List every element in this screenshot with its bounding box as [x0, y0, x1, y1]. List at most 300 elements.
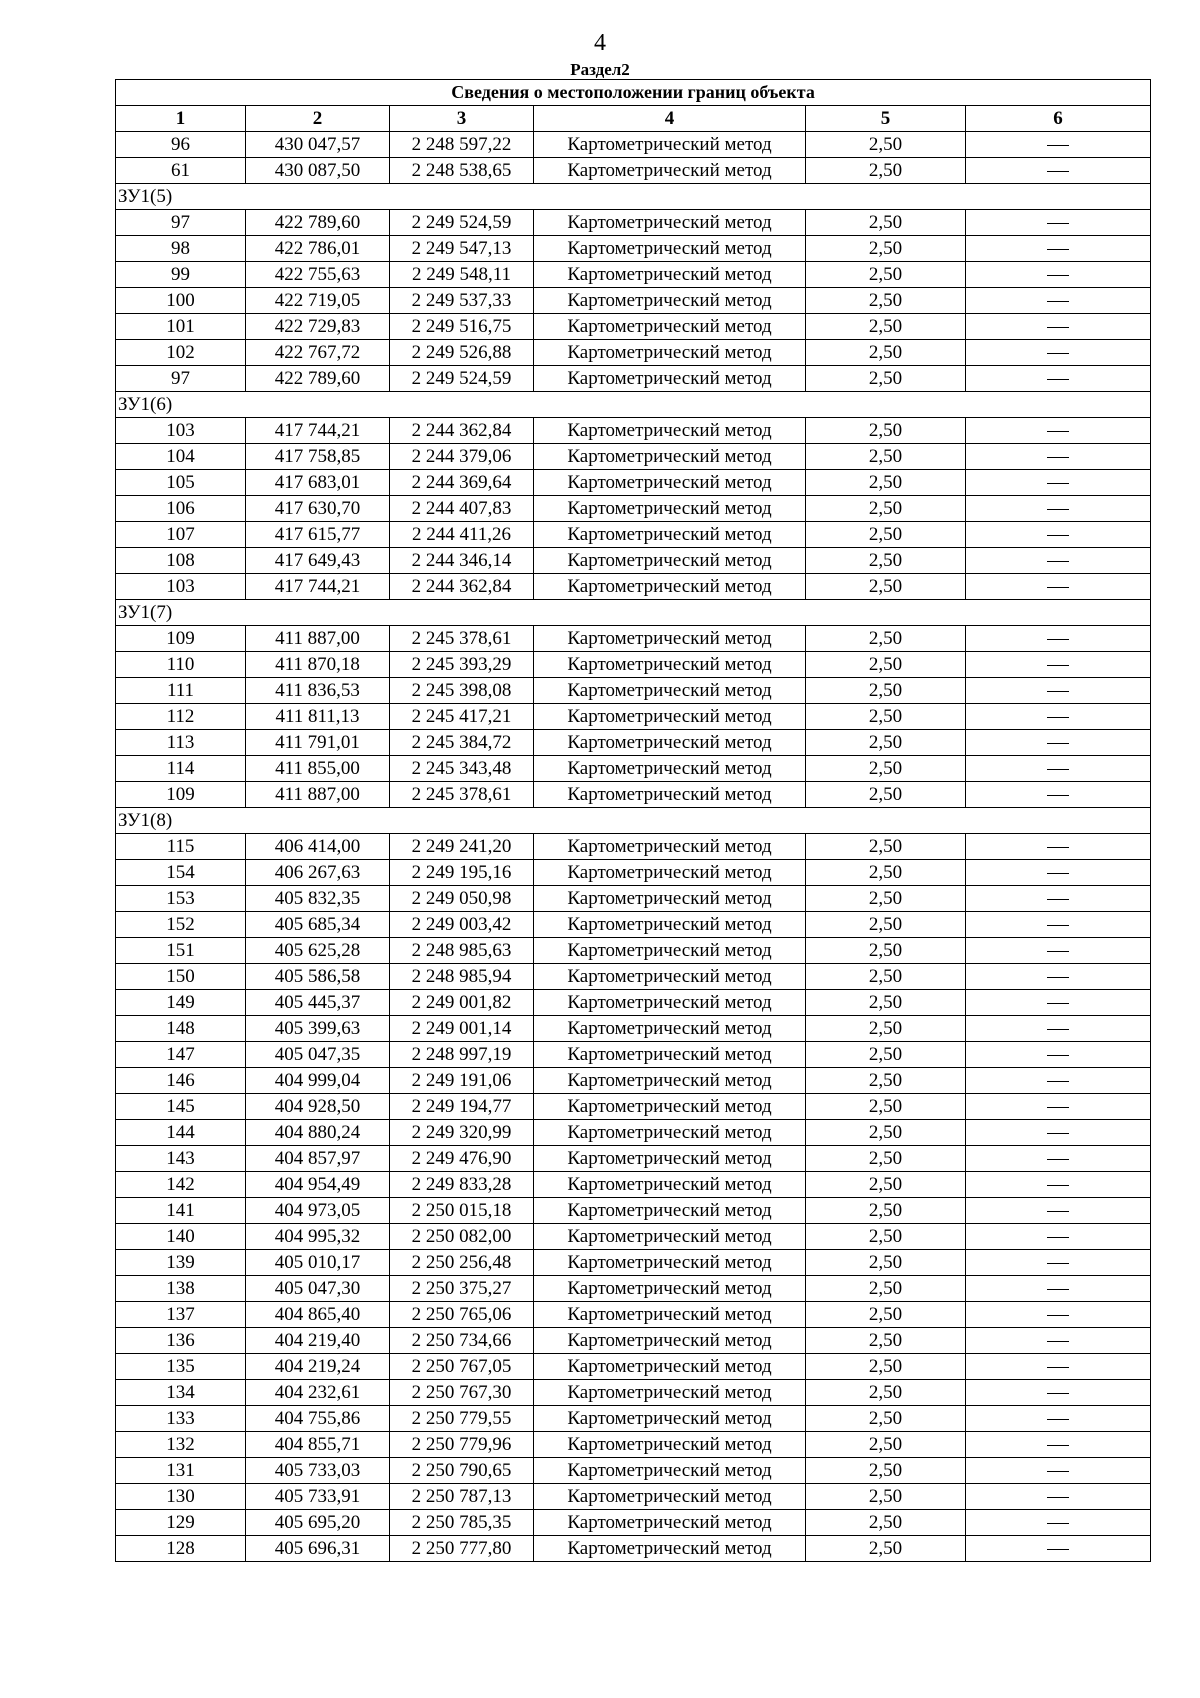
point-number-cell: 135 [116, 1354, 246, 1380]
method-cell: Картометрический метод [534, 964, 806, 990]
point-number-cell: 144 [116, 1120, 246, 1146]
point-number-cell: 104 [116, 444, 246, 470]
dash-mark [1047, 1497, 1069, 1498]
dash-mark [1047, 1367, 1069, 1368]
x-coordinate-cell: 422 789,60 [246, 366, 390, 392]
table-row [116, 444, 1151, 470]
x-coordinate-cell: 405 586,58 [246, 964, 390, 990]
accuracy-cell: 2,50 [806, 626, 966, 652]
x-coordinate-cell: 404 995,32 [246, 1224, 390, 1250]
dash-mark [1047, 561, 1069, 562]
x-coordinate-cell: 405 733,03 [246, 1458, 390, 1484]
accuracy-cell: 2,50 [806, 1484, 966, 1510]
point-number-cell: 129 [116, 1510, 246, 1536]
description-cell [966, 1354, 1151, 1380]
accuracy-cell: 2,50 [806, 834, 966, 860]
point-number-cell: 61 [116, 158, 246, 184]
accuracy-cell: 2,50 [806, 1406, 966, 1432]
dash-mark [1047, 1107, 1069, 1108]
table-row [116, 756, 1151, 782]
dash-mark [1047, 1133, 1069, 1134]
point-number-cell: 148 [116, 1016, 246, 1042]
accuracy-cell: 2,50 [806, 678, 966, 704]
y-coordinate-cell: 2 249 195,16 [390, 860, 534, 886]
accuracy-cell: 2,50 [806, 1380, 966, 1406]
description-cell [966, 314, 1151, 340]
column-header-3: 3 [390, 106, 534, 132]
x-coordinate-cell: 417 630,70 [246, 496, 390, 522]
point-number-cell: 105 [116, 470, 246, 496]
accuracy-cell: 2,50 [806, 236, 966, 262]
method-cell: Картометрический метод [534, 1510, 806, 1536]
table-row [116, 782, 1151, 808]
table-row [116, 1536, 1151, 1562]
accuracy-cell: 2,50 [806, 1042, 966, 1068]
x-coordinate-cell: 404 954,49 [246, 1172, 390, 1198]
x-coordinate-cell: 404 857,97 [246, 1146, 390, 1172]
dash-mark [1047, 1315, 1069, 1316]
dash-mark [1047, 743, 1069, 744]
x-coordinate-cell: 405 696,31 [246, 1536, 390, 1562]
x-coordinate-cell: 422 789,60 [246, 210, 390, 236]
table-row [116, 990, 1151, 1016]
x-coordinate-cell: 417 683,01 [246, 470, 390, 496]
y-coordinate-cell: 2 250 785,35 [390, 1510, 534, 1536]
y-coordinate-cell: 2 249 003,42 [390, 912, 534, 938]
point-number-cell: 136 [116, 1328, 246, 1354]
point-number-cell: 101 [116, 314, 246, 340]
group-label: ЗУ1(6) [116, 392, 1151, 418]
point-number-cell: 97 [116, 210, 246, 236]
table-caption: Сведения о местоположении границ объекта [116, 80, 1151, 106]
point-number-cell: 112 [116, 704, 246, 730]
table-row [116, 964, 1151, 990]
method-cell: Картометрический метод [534, 1250, 806, 1276]
method-cell: Картометрический метод [534, 132, 806, 158]
description-cell [966, 886, 1151, 912]
y-coordinate-cell: 2 250 082,00 [390, 1224, 534, 1250]
method-cell: Картометрический метод [534, 1484, 806, 1510]
point-number-cell: 143 [116, 1146, 246, 1172]
method-cell: Картометрический метод [534, 418, 806, 444]
accuracy-cell: 2,50 [806, 522, 966, 548]
method-cell: Картометрический метод [534, 1536, 806, 1562]
description-cell [966, 548, 1151, 574]
dash-mark [1047, 639, 1069, 640]
description-cell [966, 262, 1151, 288]
description-cell [966, 1120, 1151, 1146]
method-cell: Картометрический метод [534, 1302, 806, 1328]
dash-mark [1047, 1289, 1069, 1290]
group-label: ЗУ1(5) [116, 184, 1151, 210]
method-cell: Картометрический метод [534, 574, 806, 600]
description-cell [966, 1432, 1151, 1458]
y-coordinate-cell: 2 245 417,21 [390, 704, 534, 730]
x-coordinate-cell: 405 047,35 [246, 1042, 390, 1068]
table-row [116, 158, 1151, 184]
point-number-cell: 131 [116, 1458, 246, 1484]
table-row [116, 1172, 1151, 1198]
method-cell: Картометрический метод [534, 444, 806, 470]
y-coordinate-cell: 2 245 378,61 [390, 626, 534, 652]
dash-mark [1047, 1081, 1069, 1082]
dash-mark [1047, 925, 1069, 926]
x-coordinate-cell: 404 880,24 [246, 1120, 390, 1146]
point-number-cell: 107 [116, 522, 246, 548]
y-coordinate-cell: 2 250 015,18 [390, 1198, 534, 1224]
y-coordinate-cell: 2 248 997,19 [390, 1042, 534, 1068]
method-cell: Картометрический метод [534, 1016, 806, 1042]
y-coordinate-cell: 2 248 538,65 [390, 158, 534, 184]
table-row [116, 912, 1151, 938]
table-row [116, 834, 1151, 860]
description-cell [966, 626, 1151, 652]
method-cell: Картометрический метод [534, 262, 806, 288]
dash-mark [1047, 457, 1069, 458]
accuracy-cell: 2,50 [806, 444, 966, 470]
method-cell: Картометрический метод [534, 938, 806, 964]
accuracy-cell: 2,50 [806, 782, 966, 808]
description-cell [966, 782, 1151, 808]
y-coordinate-cell: 2 250 767,30 [390, 1380, 534, 1406]
accuracy-cell: 2,50 [806, 418, 966, 444]
x-coordinate-cell: 405 399,63 [246, 1016, 390, 1042]
dash-mark [1047, 1471, 1069, 1472]
x-coordinate-cell: 406 267,63 [246, 860, 390, 886]
x-coordinate-cell: 411 870,18 [246, 652, 390, 678]
y-coordinate-cell: 2 249 524,59 [390, 210, 534, 236]
point-number-cell: 108 [116, 548, 246, 574]
y-coordinate-cell: 2 249 194,77 [390, 1094, 534, 1120]
group-label: ЗУ1(7) [116, 600, 1151, 626]
method-cell: Картометрический метод [534, 886, 806, 912]
dash-mark [1047, 223, 1069, 224]
y-coordinate-cell: 2 244 362,84 [390, 574, 534, 600]
method-cell: Картометрический метод [534, 626, 806, 652]
y-coordinate-cell: 2 244 379,06 [390, 444, 534, 470]
point-number-cell: 138 [116, 1276, 246, 1302]
y-coordinate-cell: 2 249 526,88 [390, 340, 534, 366]
point-number-cell: 134 [116, 1380, 246, 1406]
method-cell: Картометрический метод [534, 834, 806, 860]
column-header-5: 5 [806, 106, 966, 132]
table-row [116, 1224, 1151, 1250]
y-coordinate-cell: 2 249 191,06 [390, 1068, 534, 1094]
table-row [116, 574, 1151, 600]
table-row [116, 704, 1151, 730]
point-number-cell: 103 [116, 574, 246, 600]
dash-mark [1047, 145, 1069, 146]
point-number-cell: 140 [116, 1224, 246, 1250]
method-cell: Картометрический метод [534, 1146, 806, 1172]
table-caption-row [116, 80, 1151, 106]
y-coordinate-cell: 2 249 320,99 [390, 1120, 534, 1146]
method-cell: Картометрический метод [534, 1198, 806, 1224]
x-coordinate-cell: 406 414,00 [246, 834, 390, 860]
group-row [116, 600, 1151, 626]
point-number-cell: 97 [116, 366, 246, 392]
accuracy-cell: 2,50 [806, 1328, 966, 1354]
dash-mark [1047, 1341, 1069, 1342]
y-coordinate-cell: 2 250 777,80 [390, 1536, 534, 1562]
description-cell [966, 574, 1151, 600]
group-row [116, 808, 1151, 834]
dash-mark [1047, 717, 1069, 718]
method-cell: Картометрический метод [534, 522, 806, 548]
accuracy-cell: 2,50 [806, 1016, 966, 1042]
method-cell: Картометрический метод [534, 366, 806, 392]
dash-mark [1047, 1185, 1069, 1186]
dash-mark [1047, 769, 1069, 770]
method-cell: Картометрический метод [534, 496, 806, 522]
y-coordinate-cell: 2 249 547,13 [390, 236, 534, 262]
description-cell [966, 652, 1151, 678]
x-coordinate-cell: 422 719,05 [246, 288, 390, 314]
dash-mark [1047, 535, 1069, 536]
table-row [116, 1432, 1151, 1458]
x-coordinate-cell: 417 615,77 [246, 522, 390, 548]
point-number-cell: 142 [116, 1172, 246, 1198]
table-row [116, 1250, 1151, 1276]
method-cell: Картометрический метод [534, 704, 806, 730]
method-cell: Картометрический метод [534, 860, 806, 886]
accuracy-cell: 2,50 [806, 1146, 966, 1172]
description-cell [966, 496, 1151, 522]
dash-mark [1047, 1393, 1069, 1394]
description-cell [966, 1484, 1151, 1510]
y-coordinate-cell: 2 244 369,64 [390, 470, 534, 496]
table-row [116, 1068, 1151, 1094]
description-cell [966, 1510, 1151, 1536]
dash-mark [1047, 951, 1069, 952]
method-cell: Картометрический метод [534, 782, 806, 808]
method-cell: Картометрический метод [534, 756, 806, 782]
x-coordinate-cell: 404 865,40 [246, 1302, 390, 1328]
description-cell [966, 964, 1151, 990]
dash-mark [1047, 431, 1069, 432]
dash-mark [1047, 249, 1069, 250]
dash-mark [1047, 509, 1069, 510]
accuracy-cell: 2,50 [806, 496, 966, 522]
method-cell: Картометрический метод [534, 1354, 806, 1380]
dash-mark [1047, 1029, 1069, 1030]
table-row [116, 730, 1151, 756]
dash-mark [1047, 847, 1069, 848]
accuracy-cell: 2,50 [806, 1094, 966, 1120]
point-number-cell: 128 [116, 1536, 246, 1562]
accuracy-cell: 2,50 [806, 964, 966, 990]
y-coordinate-cell: 2 250 256,48 [390, 1250, 534, 1276]
x-coordinate-cell: 405 832,35 [246, 886, 390, 912]
y-coordinate-cell: 2 244 407,83 [390, 496, 534, 522]
accuracy-cell: 2,50 [806, 288, 966, 314]
x-coordinate-cell: 417 744,21 [246, 574, 390, 600]
method-cell: Картометрический метод [534, 730, 806, 756]
dash-mark [1047, 1159, 1069, 1160]
accuracy-cell: 2,50 [806, 548, 966, 574]
table-row [116, 1458, 1151, 1484]
dash-mark [1047, 1419, 1069, 1420]
dash-mark [1047, 1237, 1069, 1238]
table-row [116, 1094, 1151, 1120]
description-cell [966, 860, 1151, 886]
x-coordinate-cell: 411 811,13 [246, 704, 390, 730]
x-coordinate-cell: 422 767,72 [246, 340, 390, 366]
table-row [116, 262, 1151, 288]
point-number-cell: 100 [116, 288, 246, 314]
point-number-cell: 115 [116, 834, 246, 860]
accuracy-cell: 2,50 [806, 1302, 966, 1328]
table-row [116, 366, 1151, 392]
point-number-cell: 111 [116, 678, 246, 704]
point-number-cell: 146 [116, 1068, 246, 1094]
point-number-cell: 145 [116, 1094, 246, 1120]
method-cell: Картометрический метод [534, 1380, 806, 1406]
description-cell [966, 1250, 1151, 1276]
dash-mark [1047, 275, 1069, 276]
description-cell [966, 158, 1151, 184]
accuracy-cell: 2,50 [806, 158, 966, 184]
column-header-6: 6 [966, 106, 1151, 132]
point-number-cell: 110 [116, 652, 246, 678]
y-coordinate-cell: 2 250 779,55 [390, 1406, 534, 1432]
accuracy-cell: 2,50 [806, 860, 966, 886]
dash-mark [1047, 301, 1069, 302]
table-row [116, 1510, 1151, 1536]
y-coordinate-cell: 2 249 241,20 [390, 834, 534, 860]
x-coordinate-cell: 404 232,61 [246, 1380, 390, 1406]
description-cell [966, 1198, 1151, 1224]
group-row [116, 184, 1151, 210]
section-title: Раздел2 [570, 60, 630, 79]
table-row [116, 470, 1151, 496]
y-coordinate-cell: 2 244 411,26 [390, 522, 534, 548]
description-cell [966, 340, 1151, 366]
method-cell: Картометрический метод [534, 652, 806, 678]
x-coordinate-cell: 422 729,83 [246, 314, 390, 340]
y-coordinate-cell: 2 250 375,27 [390, 1276, 534, 1302]
accuracy-cell: 2,50 [806, 132, 966, 158]
method-cell: Картометрический метод [534, 912, 806, 938]
description-cell [966, 1016, 1151, 1042]
table-row [116, 678, 1151, 704]
description-cell [966, 444, 1151, 470]
table-row [116, 1198, 1151, 1224]
point-number-cell: 96 [116, 132, 246, 158]
point-number-cell: 130 [116, 1484, 246, 1510]
x-coordinate-cell: 405 010,17 [246, 1250, 390, 1276]
point-number-cell: 132 [116, 1432, 246, 1458]
x-coordinate-cell: 430 047,57 [246, 132, 390, 158]
y-coordinate-cell: 2 250 765,06 [390, 1302, 534, 1328]
x-coordinate-cell: 417 758,85 [246, 444, 390, 470]
table-row [116, 314, 1151, 340]
point-number-cell: 154 [116, 860, 246, 886]
point-number-cell: 147 [116, 1042, 246, 1068]
method-cell: Картометрический метод [534, 1224, 806, 1250]
table-row [116, 1016, 1151, 1042]
point-number-cell: 102 [116, 340, 246, 366]
method-cell: Картометрический метод [534, 158, 806, 184]
x-coordinate-cell: 404 928,50 [246, 1094, 390, 1120]
group-row [116, 392, 1151, 418]
description-cell [966, 1458, 1151, 1484]
description-cell [966, 288, 1151, 314]
column-header-2: 2 [246, 106, 390, 132]
point-number-cell: 141 [116, 1198, 246, 1224]
x-coordinate-cell: 405 445,37 [246, 990, 390, 1016]
accuracy-cell: 2,50 [806, 1432, 966, 1458]
description-cell [966, 522, 1151, 548]
method-cell: Картометрический метод [534, 340, 806, 366]
accuracy-cell: 2,50 [806, 1198, 966, 1224]
accuracy-cell: 2,50 [806, 1068, 966, 1094]
point-number-cell: 99 [116, 262, 246, 288]
x-coordinate-cell: 411 887,00 [246, 782, 390, 808]
method-cell: Картометрический метод [534, 990, 806, 1016]
x-coordinate-cell: 404 855,71 [246, 1432, 390, 1458]
x-coordinate-cell: 404 999,04 [246, 1068, 390, 1094]
table-row [116, 210, 1151, 236]
y-coordinate-cell: 2 245 378,61 [390, 782, 534, 808]
method-cell: Картометрический метод [534, 1068, 806, 1094]
accuracy-cell: 2,50 [806, 1250, 966, 1276]
dash-mark [1047, 483, 1069, 484]
dash-mark [1047, 1549, 1069, 1550]
dash-mark [1047, 1211, 1069, 1212]
point-number-cell: 98 [116, 236, 246, 262]
accuracy-cell: 2,50 [806, 1172, 966, 1198]
table-row [116, 1354, 1151, 1380]
y-coordinate-cell: 2 245 384,72 [390, 730, 534, 756]
method-cell: Картометрический метод [534, 1172, 806, 1198]
point-number-cell: 137 [116, 1302, 246, 1328]
accuracy-cell: 2,50 [806, 314, 966, 340]
dash-mark [1047, 873, 1069, 874]
y-coordinate-cell: 2 250 787,13 [390, 1484, 534, 1510]
accuracy-cell: 2,50 [806, 470, 966, 496]
column-header-4: 4 [534, 106, 806, 132]
point-number-cell: 139 [116, 1250, 246, 1276]
method-cell: Картометрический метод [534, 1406, 806, 1432]
method-cell: Картометрический метод [534, 1094, 806, 1120]
y-coordinate-cell: 2 249 001,82 [390, 990, 534, 1016]
x-coordinate-cell: 405 047,30 [246, 1276, 390, 1302]
x-coordinate-cell: 422 786,01 [246, 236, 390, 262]
table-row [116, 626, 1151, 652]
accuracy-cell: 2,50 [806, 574, 966, 600]
table-row [116, 1380, 1151, 1406]
method-cell: Картометрический метод [534, 1276, 806, 1302]
accuracy-cell: 2,50 [806, 1120, 966, 1146]
description-cell [966, 1276, 1151, 1302]
table-row [116, 1484, 1151, 1510]
x-coordinate-cell: 417 649,43 [246, 548, 390, 574]
table-row [116, 1328, 1151, 1354]
point-number-cell: 153 [116, 886, 246, 912]
dash-mark [1047, 587, 1069, 588]
point-number-cell: 133 [116, 1406, 246, 1432]
table-row [116, 340, 1151, 366]
y-coordinate-cell: 2 249 516,75 [390, 314, 534, 340]
description-cell [966, 1380, 1151, 1406]
method-cell: Картометрический метод [534, 288, 806, 314]
description-cell [966, 912, 1151, 938]
accuracy-cell: 2,50 [806, 340, 966, 366]
y-coordinate-cell: 2 250 767,05 [390, 1354, 534, 1380]
point-number-cell: 103 [116, 418, 246, 444]
accuracy-cell: 2,50 [806, 210, 966, 236]
